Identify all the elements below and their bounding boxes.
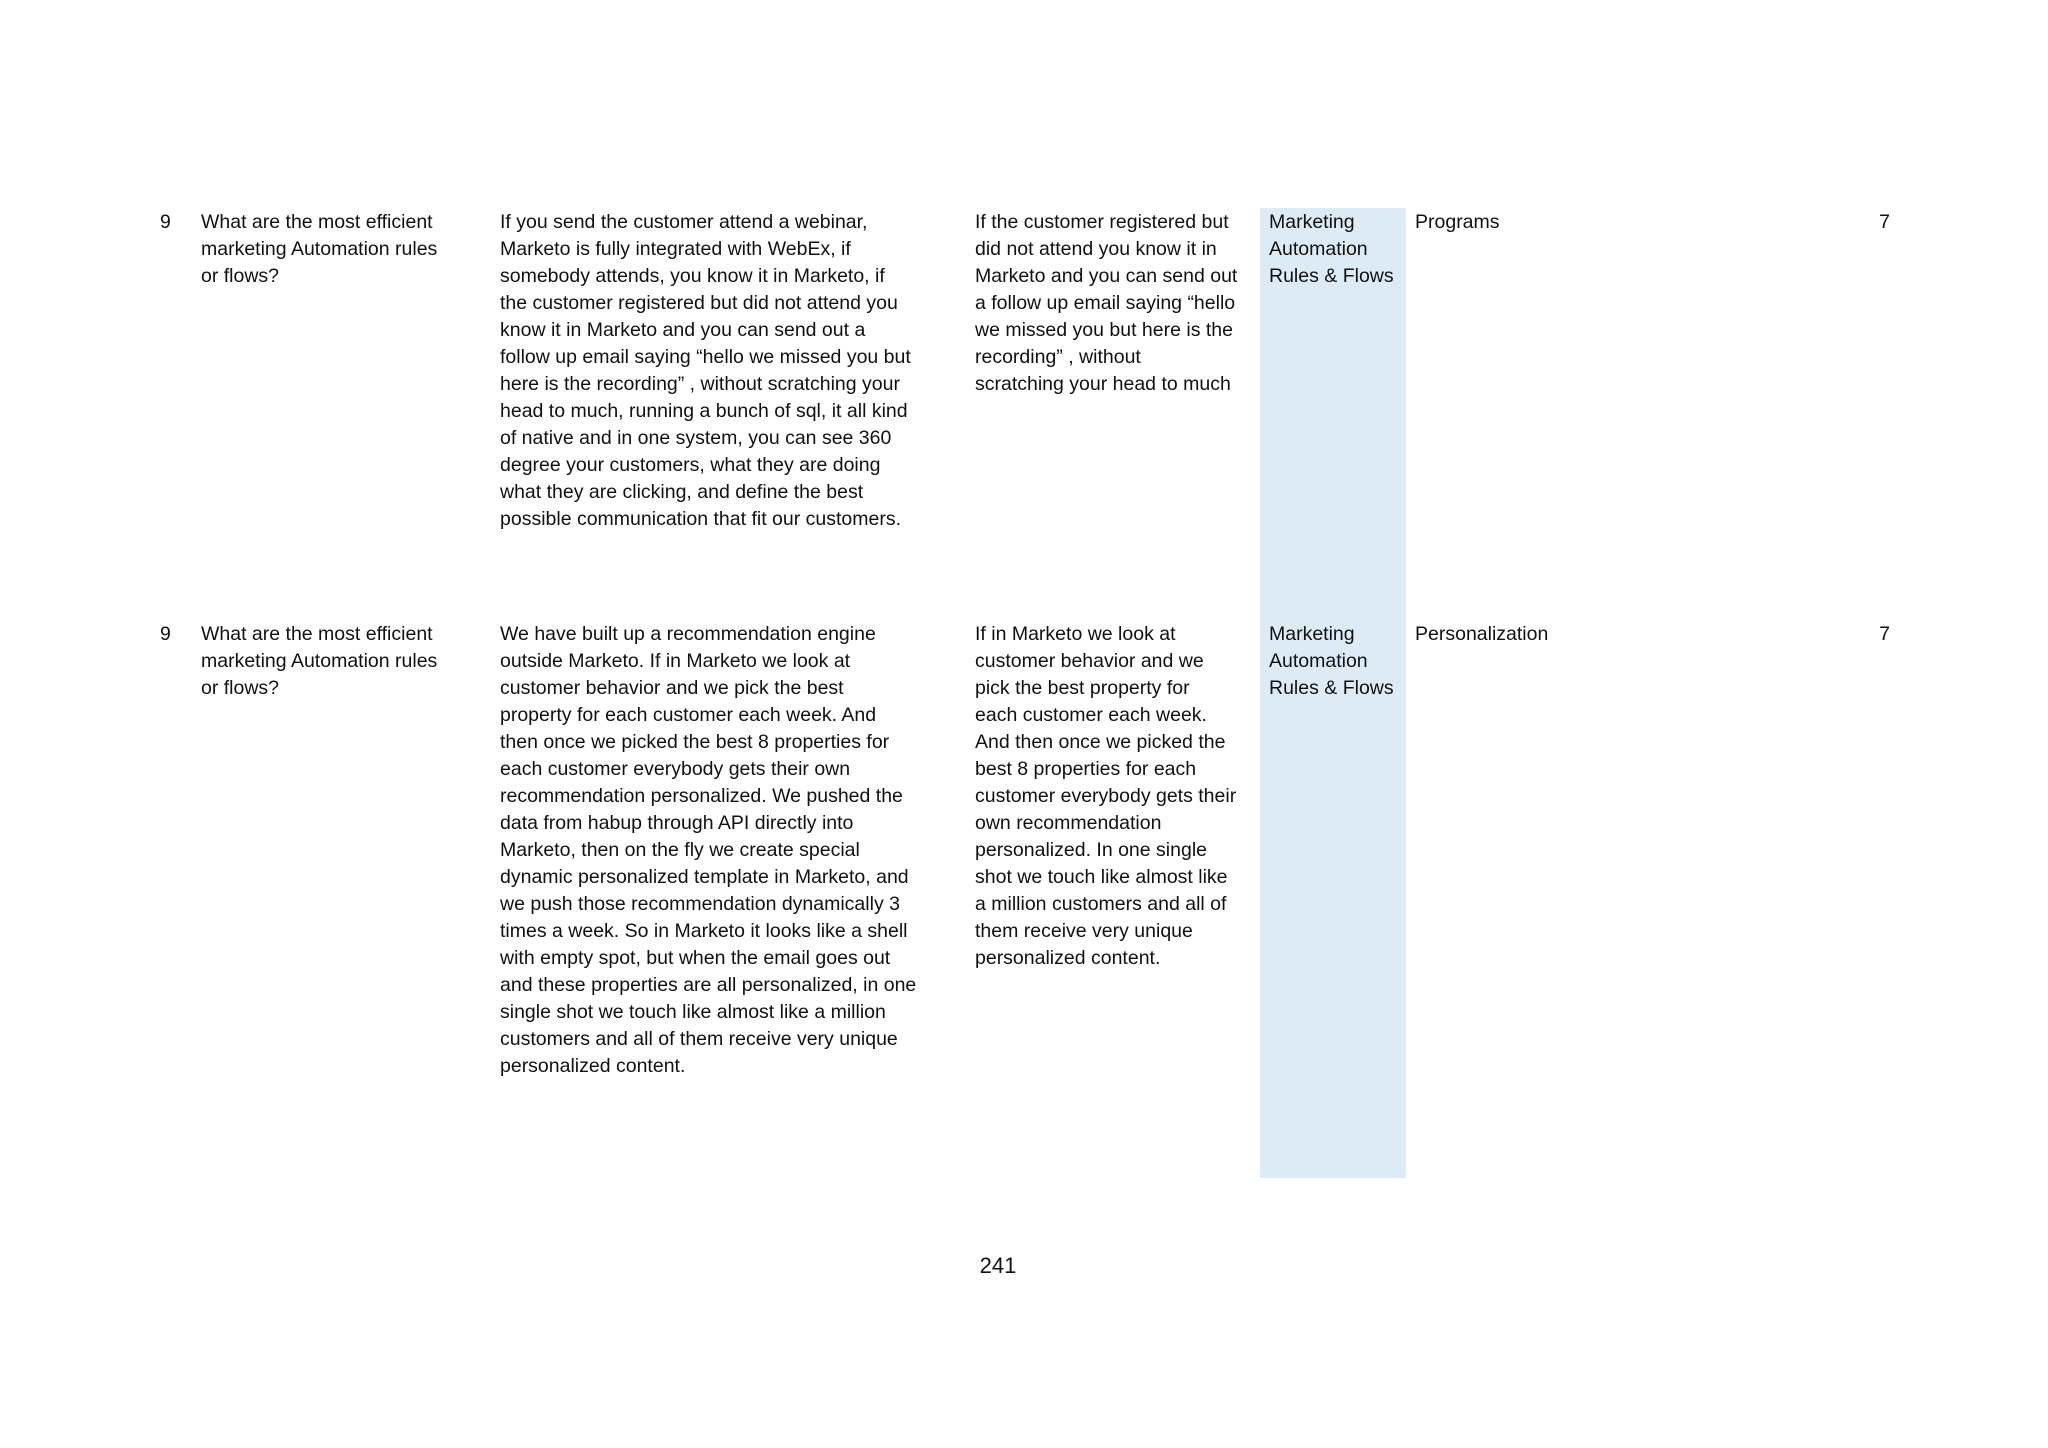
- summary-text: If the customer registered but did not attend you know it in Marketo and you can send out a follow up email saying “hello we missed you but here is the recording” , without scratching your head to much: [975, 211, 1238, 395]
- answer-text: If you send the customer attend a webinar, Marketo is fully integrated with WebEx, if somebody attends, you know it in Marketo, if the customer registered but did not attend you know it in Marketo and you can send out a follow up email saying “hello we missed you but here is the recording” , without scratching your head to much, running a bunch of sql, it all kind of native and in one system, you can see 360 degree your customers, what they are doing what they are clicking, and define the best possible communication that fit our customers.: [500, 211, 911, 530]
- row-number: 9: [160, 623, 171, 645]
- row-number: 9: [160, 211, 171, 233]
- subcategory-text: Personalization: [1415, 623, 1549, 645]
- question-text: What are the most efficient marketing Automation rules or flows?: [201, 623, 438, 699]
- answer-text: We have built up a recommendation engine outside Marketo. If in Marketo we look at customer behavior and we pick the best property for each customer each week. And then once we picked the best 8 properties for each customer everybody gets their own recommendation personalized. We pushed the data from habup through API directly into Marketo, then on the fly we create special dynamic personalized template in Marketo, and we push those recommendation dynamically 3 times a week. So in Marketo it looks like a shell with empty spot, but when the email goes out and these properties are all personalized, in one single shot we touch like almost like a million customers and all of them receive very unique personalized content.: [500, 623, 917, 1077]
- category-text: Marketing Automation Rules & Flows: [1269, 211, 1394, 287]
- page-number: 241: [979, 1253, 1017, 1278]
- score-value: 7: [1879, 623, 1890, 645]
- subcategory-text: Programs: [1415, 211, 1500, 233]
- question-text: What are the most efficient marketing Automation rules or flows?: [201, 211, 438, 287]
- category-text: Marketing Automation Rules & Flows: [1269, 623, 1394, 699]
- score-value: 7: [1879, 211, 1890, 233]
- summary-text: If in Marketo we look at customer behavior and we pick the best property for each customer each week. And then once we picked the best 8 properties for each customer everybody gets their own recommendation personalized. In one single shot we touch like almost like a million customers and all of them receive very unique personalized content.: [975, 623, 1237, 969]
